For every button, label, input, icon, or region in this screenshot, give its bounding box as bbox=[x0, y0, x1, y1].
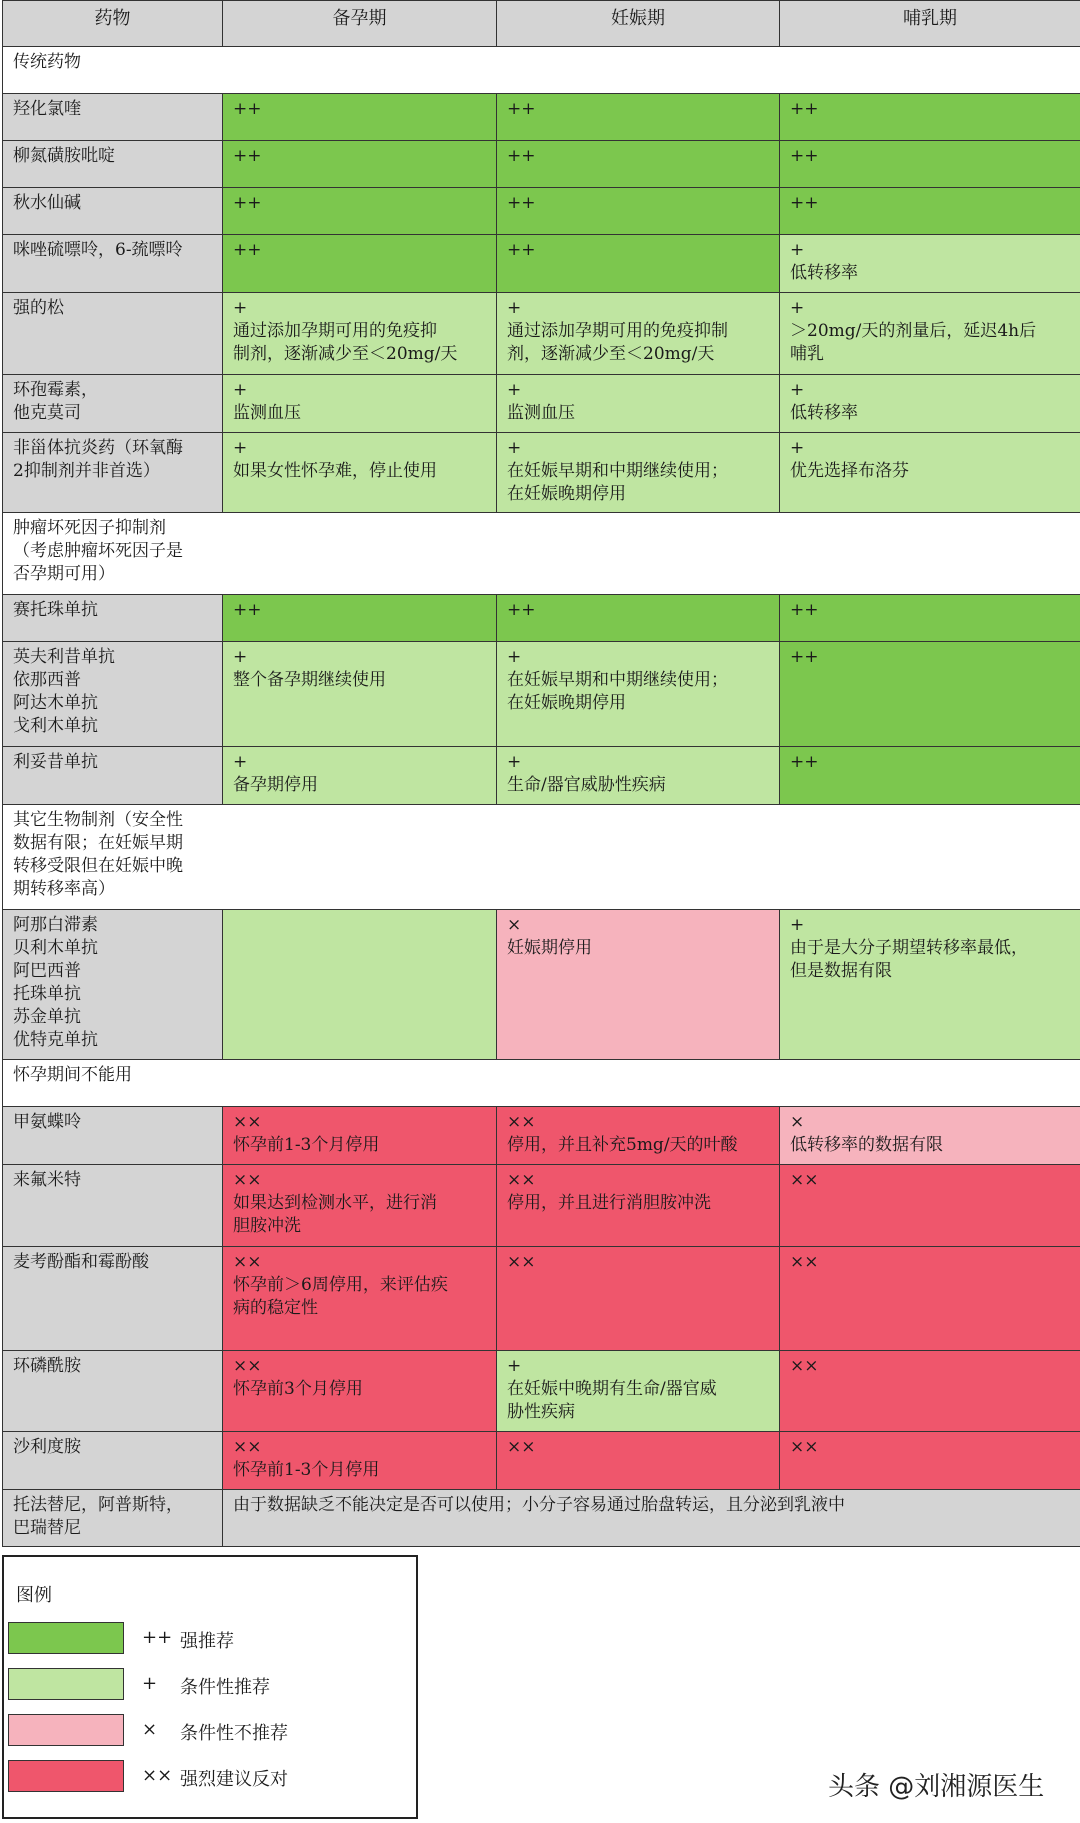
prep-cell: ++ bbox=[223, 235, 497, 293]
legend-symbol: ×× bbox=[142, 1765, 173, 1786]
lact-cell: ×× bbox=[780, 1165, 1080, 1247]
preg-cell: ++ bbox=[497, 94, 780, 141]
legend-label: 条件性不推荐 bbox=[180, 1723, 288, 1744]
col-header-lact: 哺乳期 bbox=[780, 1, 1080, 47]
lact-cell: × 低转移率的数据有限 bbox=[780, 1107, 1080, 1165]
preg-cell: ++ bbox=[497, 141, 780, 188]
prep-cell: ++ bbox=[223, 595, 497, 642]
legend-symbol: × bbox=[142, 1719, 158, 1740]
table-row bbox=[3, 433, 1080, 513]
lact-cell: ++ bbox=[780, 141, 1080, 188]
preg-cell: × 妊娠期停用 bbox=[497, 910, 780, 1060]
preg-cell: + 通过添加孕期可用的免疫抑制 剂，逐渐减少至＜20mg/天 bbox=[497, 293, 780, 375]
legend-label: 条件性推荐 bbox=[180, 1677, 270, 1698]
drug-name: 羟化氯喹 bbox=[3, 94, 223, 141]
table-row bbox=[3, 910, 1080, 1060]
lact-cell: ++ bbox=[780, 94, 1080, 141]
legend-item bbox=[8, 1668, 408, 1702]
table-row bbox=[3, 1351, 1080, 1432]
lact-cell: ++ bbox=[780, 642, 1080, 747]
legend-item bbox=[8, 1622, 408, 1656]
legend-item bbox=[8, 1760, 408, 1794]
prep-cell: ++ bbox=[223, 94, 497, 141]
col-header-preg: 妊娠期 bbox=[497, 1, 780, 47]
section-tnf: 肿瘤坏死因子抑制剂 （考虑肿瘤坏死因子是 否孕期可用） bbox=[3, 513, 1080, 595]
preg-cell: ×× bbox=[497, 1247, 780, 1351]
table-row bbox=[3, 595, 1080, 642]
prep-cell: ×× 怀孕前3个月停用 bbox=[223, 1351, 497, 1432]
lact-cell: ×× bbox=[780, 1247, 1080, 1351]
lact-cell: + 低转移率 bbox=[780, 235, 1080, 293]
legend-title: 图例 bbox=[16, 1585, 52, 1606]
legend-symbol: + bbox=[142, 1673, 158, 1694]
table-row bbox=[3, 375, 1080, 433]
lact-cell: ×× bbox=[780, 1351, 1080, 1432]
prep-cell: ×× 如果达到检测水平，进行消 胆胺冲洗 bbox=[223, 1165, 497, 1247]
prep-cell: ++ bbox=[223, 188, 497, 235]
preg-cell: + 生命/器官威胁性疾病 bbox=[497, 747, 780, 805]
preg-cell: ++ bbox=[497, 235, 780, 293]
prep-cell: + 备孕期停用 bbox=[223, 747, 497, 805]
legend-item bbox=[8, 1714, 408, 1748]
prep-cell: ×× 怀孕前1-3个月停用 bbox=[223, 1432, 497, 1490]
drug-name: 柳氮磺胺吡啶 bbox=[3, 141, 223, 188]
lact-cell: ×× bbox=[780, 1432, 1080, 1490]
table-row bbox=[3, 747, 1080, 805]
preg-cell: + 在妊娠早期和中期继续使用； 在妊娠晚期停用 bbox=[497, 642, 780, 747]
table-row bbox=[3, 1107, 1080, 1165]
preg-cell: + 监测血压 bbox=[497, 375, 780, 433]
table-row bbox=[3, 1247, 1080, 1351]
lact-cell: + 优先选择布洛芬 bbox=[780, 433, 1080, 513]
lact-cell: + 低转移率 bbox=[780, 375, 1080, 433]
preg-cell: + 在妊娠早期和中期继续使用； 在妊娠晚期停用 bbox=[497, 433, 780, 513]
lact-cell: ++ bbox=[780, 188, 1080, 235]
legend-swatch bbox=[8, 1668, 124, 1700]
table-row bbox=[3, 1432, 1080, 1490]
section-traditional: 传统药物 bbox=[3, 47, 1080, 94]
note-cell: 由于数据缺乏不能决定是否可以使用；小分子容易通过胎盘转运，且分泌到乳液中 bbox=[223, 1490, 1080, 1547]
table-row bbox=[3, 188, 1080, 235]
legend-symbol: ++ bbox=[142, 1627, 173, 1648]
table-row bbox=[3, 293, 1080, 375]
drug-name: 阿那白滞素 贝利木单抗 阿巴西普 托珠单抗 苏金单抗 优特克单抗 bbox=[3, 910, 223, 1060]
legend-swatch bbox=[8, 1714, 124, 1746]
col-header-prep: 备孕期 bbox=[223, 1, 497, 47]
prep-cell: + 整个备孕期继续使用 bbox=[223, 642, 497, 747]
col-header-drug: 药物 bbox=[3, 1, 223, 47]
table-row bbox=[3, 1165, 1080, 1247]
section-other-biologics: 其它生物制剂（安全性 数据有限；在妊娠早期 转移受限但在妊娠中晚 期转移率高） bbox=[3, 805, 1080, 910]
drug-name: 环磷酰胺 bbox=[3, 1351, 223, 1432]
prep-cell: + 如果女性怀孕难，停止使用 bbox=[223, 433, 497, 513]
drug-name: 来氟米特 bbox=[3, 1165, 223, 1247]
drug-name: 赛托珠单抗 bbox=[3, 595, 223, 642]
preg-cell: ×× bbox=[497, 1432, 780, 1490]
lact-cell: ++ bbox=[780, 595, 1080, 642]
drug-name: 非甾体抗炎药（环氧酶 2抑制剂并非首选） bbox=[3, 433, 223, 513]
watermark: 头条 @刘湘源医生 bbox=[828, 1772, 1045, 1802]
prep-cell bbox=[223, 910, 497, 1060]
preg-cell: ×× 停用，并且补充5mg/天的叶酸 bbox=[497, 1107, 780, 1165]
preg-cell: ++ bbox=[497, 188, 780, 235]
table-row bbox=[3, 235, 1080, 293]
lact-cell: ++ bbox=[780, 747, 1080, 805]
section-forbidden: 怀孕期间不能用 bbox=[3, 1060, 1080, 1107]
prep-cell: ++ bbox=[223, 141, 497, 188]
legend-swatch bbox=[8, 1622, 124, 1654]
drug-name: 强的松 bbox=[3, 293, 223, 375]
prep-cell: ×× 怀孕前1-3个月停用 bbox=[223, 1107, 497, 1165]
table-row bbox=[3, 1490, 1080, 1547]
preg-cell: ++ bbox=[497, 595, 780, 642]
drug-name: 利妥昔单抗 bbox=[3, 747, 223, 805]
medication-table bbox=[2, 0, 1080, 1547]
drug-name: 秋水仙碱 bbox=[3, 188, 223, 235]
drug-name: 甲氨蝶呤 bbox=[3, 1107, 223, 1165]
table-row bbox=[3, 642, 1080, 747]
legend bbox=[2, 1555, 418, 1819]
prep-cell: + 监测血压 bbox=[223, 375, 497, 433]
prep-cell: ×× 怀孕前＞6周停用，来评估疾 病的稳定性 bbox=[223, 1247, 497, 1351]
preg-cell: ×× 停用，并且进行消胆胺冲洗 bbox=[497, 1165, 780, 1247]
drug-name: 环孢霉素， 他克莫司 bbox=[3, 375, 223, 433]
table-row bbox=[3, 94, 1080, 141]
drug-name: 麦考酚酯和霉酚酸 bbox=[3, 1247, 223, 1351]
drug-name: 托法替尼，阿普斯特， 巴瑞替尼 bbox=[3, 1490, 223, 1547]
drug-name: 沙利度胺 bbox=[3, 1432, 223, 1490]
prep-cell: + 通过添加孕期可用的免疫抑 制剂，逐渐减少至＜20mg/天 bbox=[223, 293, 497, 375]
table-row bbox=[3, 141, 1080, 188]
drug-name: 咪唑硫嘌呤，6-巯嘌呤 bbox=[3, 235, 223, 293]
preg-cell: + 在妊娠中晚期有生命/器官威 胁性疾病 bbox=[497, 1351, 780, 1432]
header-row bbox=[3, 1, 1080, 47]
legend-label: 强烈建议反对 bbox=[180, 1769, 288, 1790]
lact-cell: + ＞20mg/天的剂量后，延迟4h后 哺乳 bbox=[780, 293, 1080, 375]
drug-name: 英夫利昔单抗 依那西普 阿达木单抗 戈利木单抗 bbox=[3, 642, 223, 747]
legend-swatch bbox=[8, 1760, 124, 1792]
legend-label: 强推荐 bbox=[180, 1631, 234, 1652]
lact-cell: + 由于是大分子期望转移率最低， 但是数据有限 bbox=[780, 910, 1080, 1060]
